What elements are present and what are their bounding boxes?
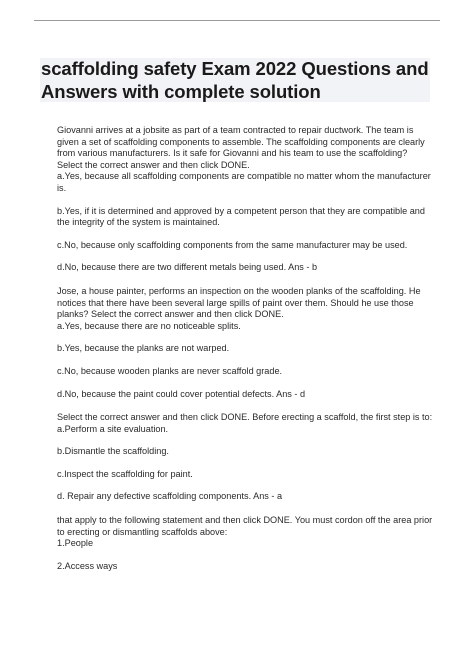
question-3-text: Select the correct answer and then click DONE. Before erecting a scaffold, the first step is to: [57, 412, 433, 423]
document-body [57, 125, 435, 572]
question-4-option-2: 2.Access ways [57, 560, 118, 571]
question-1-option-a: a.Yes, because all scaffolding components are compatible no matter whom the manufacturer is. [57, 171, 431, 193]
question-1-option-c: c.No, because only scaffolding components from the same manufacturer may be used. [57, 239, 408, 250]
question-1-option-b: b.Yes, if it is determined and approved by a competent person that they are compatible and the integrity of the system is maintained. [57, 205, 425, 228]
question-3-option-b: b.Dismantle the scaffolding. [57, 446, 169, 457]
question-3-option-c: c.Inspect the scaffolding for paint. [57, 468, 193, 479]
question-2-option-a: a.Yes, because there are no noticeable splits. [57, 320, 241, 331]
question-4-option-1: 1.People [57, 538, 94, 549]
document-title: scaffolding safety Exam 2022 Questions and Answers with complete solution [41, 58, 429, 102]
top-divider [34, 20, 440, 21]
question-1-option-d: d.No, because there are two different metals being used. Ans - b [57, 262, 318, 273]
question-4-text: that apply to the following statement and then click DONE. You must cordon off the area prior to erecting or dismantling scaffolds above: [57, 515, 433, 537]
question-2-text: Jose, a house painter, performs an inspection on the wooden planks of the scaffolding. He notices that there have been several large spills of paint over them. Should he use those planks? Select the correct answer and then click DONE. [57, 285, 421, 320]
question-1-text: Giovanni arrives at a jobsite as part of a team contracted to repair ductwork. The team is given a set of scaffolding components to assemble. The scaffolding components are clearly from various manufacturers. Is it safe for Giovanni and his team to use the scaffolding? Select the correct answer and then click DONE. [57, 125, 425, 170]
question-2-option-d: d.No, because the paint could cover potential defects. Ans - d [57, 388, 306, 399]
question-3-option-a: a.Perform a site evaluation. [57, 423, 169, 434]
question-2-option-c: c.No, because wooden planks are never scaffold grade. [57, 365, 283, 376]
question-3-option-d: d. Repair any defective scaffolding components. Ans - a [57, 491, 283, 502]
question-2-option-b: b.Yes, because the planks are not warped. [57, 343, 230, 354]
